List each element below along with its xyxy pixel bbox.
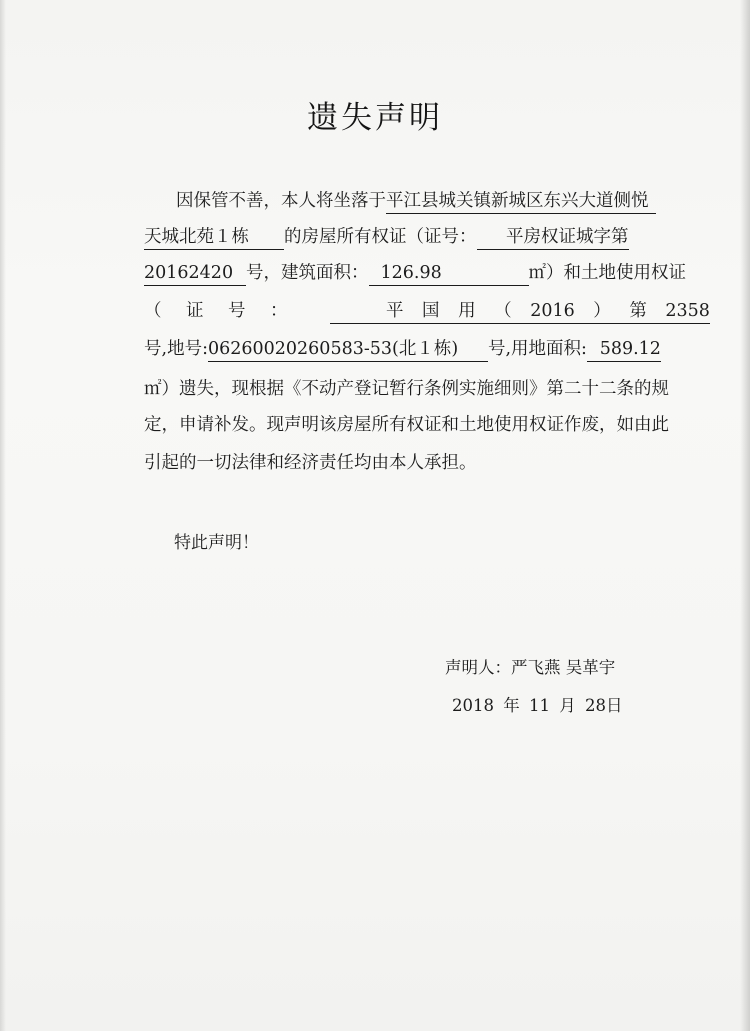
building-area-value: 126.98 — [369, 262, 529, 286]
para-line-7 — [144, 414, 669, 436]
para-line-4 — [144, 300, 710, 324]
land-cert-number — [330, 300, 710, 324]
date-year-label: 年 — [503, 696, 520, 715]
para-line-2 — [144, 226, 629, 250]
land-cert-part: ） — [593, 301, 611, 321]
line5-prefix: 号,地号: — [144, 339, 208, 359]
line4-colon: ： — [270, 301, 288, 321]
house-cert-number-part1: 平房权证城字第 — [477, 226, 629, 250]
land-area-value: 589.12 — [587, 338, 661, 362]
property-address-part2: 天城北苑１栋 — [144, 226, 284, 250]
land-cert-part: 2016 — [530, 301, 575, 321]
scan-edge-right — [740, 0, 750, 1031]
land-cert-part: 国 — [422, 301, 440, 321]
statement-closing: 特此声明！ — [174, 533, 259, 553]
document-date — [452, 692, 623, 716]
para-line-8 — [144, 452, 477, 474]
land-cert-part: 平 — [386, 301, 404, 321]
date-day-label: 日 — [606, 696, 623, 715]
para-line-5 — [144, 338, 661, 362]
date-year: 2018 — [452, 696, 494, 715]
land-cert-part: 用 — [458, 301, 476, 321]
para-line-3 — [144, 262, 686, 286]
line5-mid: 号,用地面积: — [487, 339, 587, 359]
date-day: 28 — [585, 696, 606, 715]
lot-number-value: 06260020260583-53(北１栋) — [208, 338, 488, 362]
line4-open-paren: （ — [144, 301, 162, 321]
date-month-label: 月 — [559, 696, 576, 715]
line4-zheng: 证 — [186, 301, 204, 321]
line1-prefix: 因保管不善，本人将坐落于 — [176, 191, 386, 211]
property-address-part1: 平江县城关镇新城区东兴大道侧悦 — [386, 190, 656, 214]
house-cert-number-part2: 20162420 — [144, 262, 246, 286]
line2-mid: 的房屋所有权证（证号： — [284, 227, 477, 247]
para-line-6 — [144, 378, 669, 400]
line4-hao: 号 — [228, 301, 246, 321]
land-cert-part: （ — [494, 301, 512, 321]
para-line-1 — [176, 190, 656, 214]
line7-text: 定，申请补发。现声明该房屋所有权证和土地使用权证作废，如由此 — [144, 415, 669, 435]
document-title: 遗失声明 — [307, 100, 443, 136]
date-month: 11 — [529, 696, 550, 715]
line8-text: 引起的一切法律和经济责任均由本人承担。 — [144, 453, 477, 473]
signature-line: 声明人：严飞燕 吴革宇 — [445, 658, 616, 677]
land-cert-part: 2358 — [665, 301, 710, 321]
line3-suffix: ㎡）和土地使用权证 — [528, 263, 686, 283]
line3-mid: 号，建筑面积： — [246, 263, 369, 283]
scan-edge-left — [0, 0, 6, 1031]
land-cert-part: 第 — [629, 301, 647, 321]
line6-text: ㎡）遗失，现根据《不动产登记暂行条例实施细则》第二十二条的规 — [144, 379, 669, 399]
